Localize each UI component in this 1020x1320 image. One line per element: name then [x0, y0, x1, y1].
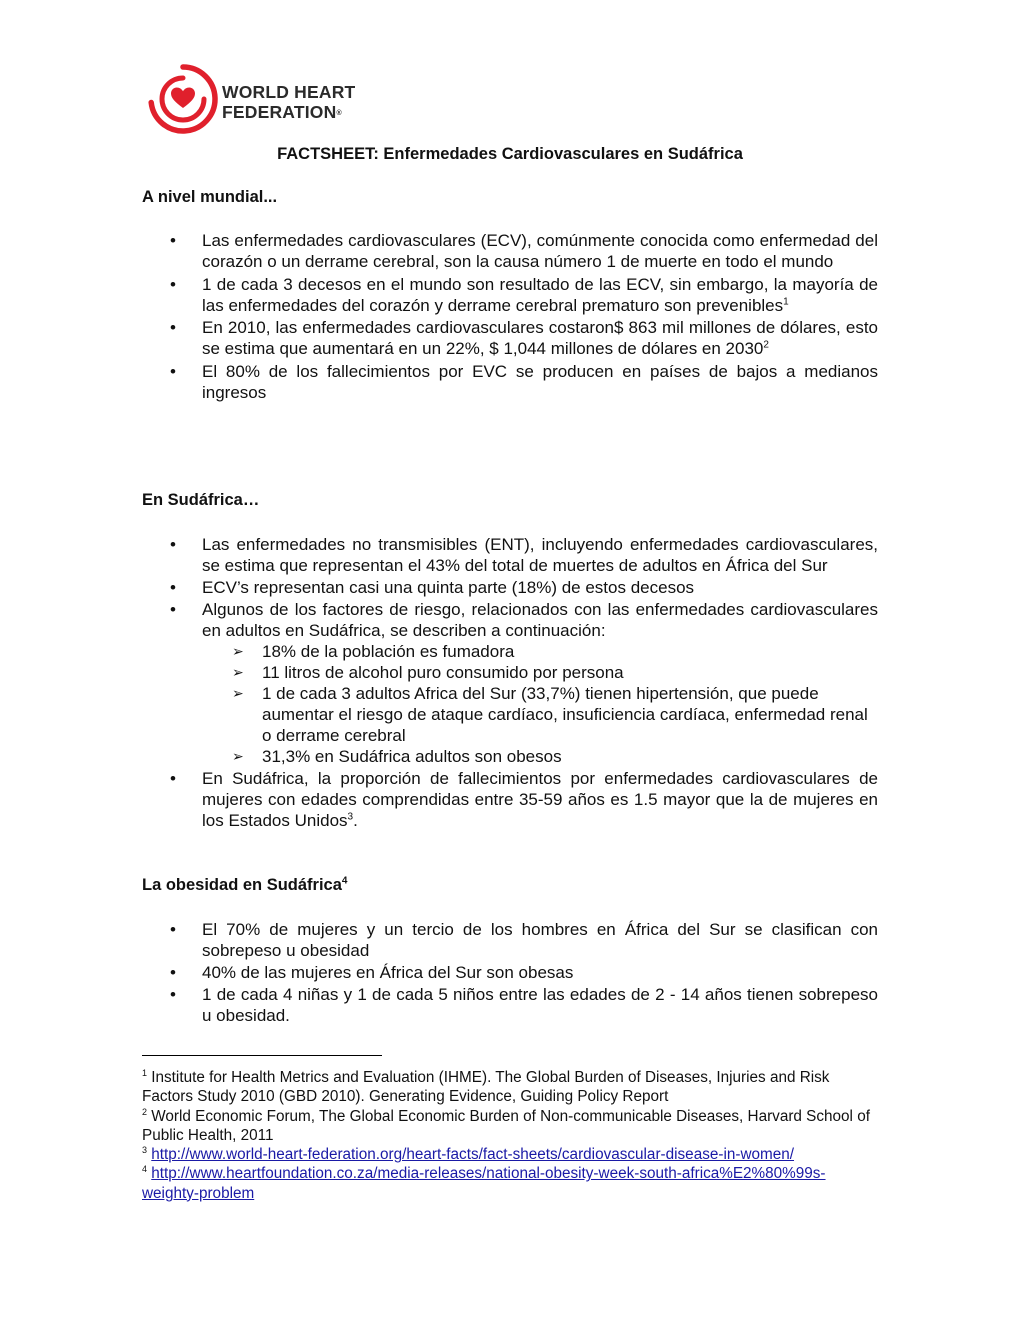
sub-list-item: ➢ 1 de cada 3 adultos Africa del Sur (33,7%) tienen hipertensión, que puede aumentar el riesgo de ataque cardíaco, insuficiencia cardíaca, enfermedad renal o derrame cerebral [202, 683, 878, 746]
list-item: • Las enfermedades cardiovasculares (ECV), comúnmente conocida como enfermedad del corazón o un derrame cerebral, son la causa número 1 de muerte en todo el mundo [142, 230, 878, 272]
footnote-ref[interactable]: 3 [347, 811, 354, 823]
list-item: • 1 de cada 4 niñas y 1 de cada 5 niños entre las edades de 2 - 14 años tienen sobrepeso u obesidad. [142, 984, 878, 1026]
footnote-divider [142, 1055, 382, 1056]
section-heading-obesity: La obesidad en Sudáfrica$^4$ [142, 875, 348, 894]
section-heading-global: A nivel mundial... [142, 188, 278, 206]
page-title: FACTSHEET: Enfermedades Cardiovasculares en Sudáfrica [277, 145, 743, 163]
footnote-3: $^3$ http://www.world-heart-federation.org/heart-facts/fact-sheets/cardiovascular-disease-in-women/ [142, 1145, 795, 1164]
south-africa-facts-list [142, 534, 878, 831]
list-item: • Algunos de los factores de riesgo, relacionados con las enfermedades cardiovasculares en adultos en Sudáfrica, se describen a continuación: ➢ 18% de la población es fumadora ➢ 11 litros de alcohol puro consumido por persona ➢ 1 de cada 3 adultos Africa del Sur (33,7%) tienen hipertensión, que puede aumentar el riesgo de ataque cardíaco, insuficiencia cardíaca, enfermedad renal o derrame cerebral ➢ 31,3% en Sudáfrica adultos son obesos [142, 599, 878, 767]
list-item: • El 80% de los fallecimientos por EVC se producen en países de bajos a medianos ingresos [142, 361, 878, 403]
list-item: • Las enfermedades no transmisibles (ENT), incluyendo enfermedades cardiovasculares, se estima que representan el 43% del total de muertes de adultos en África del Sur [142, 534, 878, 576]
footnote-3-link[interactable]: http://www.world-heart-federation.org/heart-facts/fact-sheets/cardiovascular-disease-in-women/ [151, 1146, 795, 1164]
section-heading-south-africa: En Sudáfrica… [142, 491, 260, 509]
sub-list-item: ➢ 11 litros de alcohol puro consumido por persona [202, 662, 878, 683]
footnote-4-link[interactable]: http://www.heartfoundation.co.za/media-releases/national-obesity-week-south-africa%E2%80%99s-weighty-problem [142, 1165, 826, 1202]
risk-factors-list [202, 641, 878, 767]
list-item: • 40% de las mujeres en África del Sur son obesas [142, 962, 878, 983]
logo-line-2: FEDERATION® [222, 102, 342, 122]
footnote-4: $^4$ http://www.heartfoundation.co.za/media-releases/national-obesity-week-south-africa%E2%80%99s-weighty-problem [142, 1164, 826, 1202]
list-item: • ECV’s representan casi una quinta parte (18%) de estos decesos [142, 577, 878, 598]
heart-logo-icon [148, 64, 218, 134]
list-item: • En Sudáfrica, la proporción de fallecimientos por enfermedades cardiovasculares de mujeres con edades comprendidas entre 35-59 años es 1.5 mayor que la de mujeres en los Estados Unidos$^3$. [142, 768, 878, 831]
world-heart-federation-logo [148, 62, 408, 138]
registered-mark: ® [336, 110, 342, 117]
footnotes [142, 1068, 878, 1203]
global-facts-list [142, 230, 878, 403]
sub-list-item: ➢ 31,3% en Sudáfrica adultos son obesos [202, 746, 878, 767]
obesity-facts-list [142, 919, 878, 1026]
logo-wordmark [222, 82, 355, 122]
footnote-ref[interactable]: 2 [763, 339, 769, 351]
footnote-2: $^2$ World Economic Forum, The Global Economic Burden of Non-communicable Diseases, Harvard School of Public Health, 2011 [142, 1106, 870, 1144]
list-item: • En 2010, las enfermedades cardiovasculares costaron$ 863 mil millones de dólares, esto se estima que aumentará en un 22%, $ 1,044 millones de dólares en 2030$^2$ [142, 317, 878, 359]
footnote-1: $^1$ Institute for Health Metrics and Evaluation (IHME). The Global Burden of Diseases, Injuries and Risk Factors Study 2010 (GBD 2010). Generating Evidence, Guiding Policy Report [142, 1067, 830, 1106]
logo-line-1: WORLD HEART [222, 82, 356, 102]
sub-list-item: ➢ 18% de la población es fumadora [202, 641, 878, 662]
list-item: • El 70% de mujeres y un tercio de los hombres en África del Sur se clasifican con sobrepeso u obesidad [142, 919, 878, 961]
footnote-ref[interactable]: 1 [783, 295, 789, 307]
list-item: • 1 de cada 3 decesos en el mundo son resultado de las ECV, sin embargo, la mayoría de las enfermedades del corazón y derrame cerebral prematuro son prevenibles$^1$ [142, 274, 878, 316]
footnote-ref[interactable]: 4 [341, 875, 348, 887]
